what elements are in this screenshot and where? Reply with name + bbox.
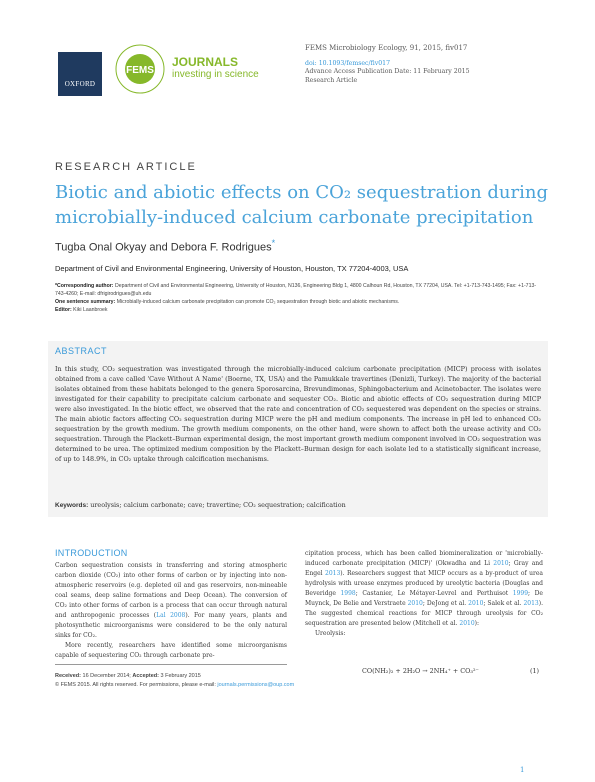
author-mark[interactable]: * bbox=[271, 238, 276, 248]
article-footer bbox=[55, 672, 294, 690]
corresponding-text: Department of Civil and Environmental Engineering, University of Houston, N136, Engineering Bldg 1, 4800 Calhoun Rd, Houston, TX 77204, USA. Tel: +1-713-743-1495; Fax: +1-713-743-4260; E-mail: dfrigirodrigues@uh.edu bbox=[55, 283, 537, 297]
intro-text: ; DeJong et al. bbox=[422, 600, 469, 607]
abstract-heading: ABSTRACT bbox=[55, 346, 108, 356]
equation-number: (1) bbox=[530, 667, 540, 675]
citation-link[interactable]: 2010 bbox=[407, 600, 423, 607]
footer-divider bbox=[55, 664, 287, 665]
article-type: Research Article bbox=[305, 76, 358, 84]
fems-journals-label: JOURNALS bbox=[172, 55, 239, 69]
intro-paragraph-3 bbox=[305, 549, 543, 629]
authors: Tugba Onal Okyay and Debora F. Rodrigues bbox=[55, 241, 272, 254]
citation-link[interactable]: 1999 bbox=[512, 590, 529, 597]
author-list bbox=[55, 238, 275, 254]
fems-logo-icon bbox=[115, 44, 165, 94]
received-label: Received: bbox=[55, 673, 81, 679]
citation-link[interactable]: 2010 bbox=[459, 620, 475, 627]
fems-logo-text: FEMS bbox=[126, 65, 154, 76]
intro-paragraph-1 bbox=[55, 561, 287, 641]
article-title: Biotic and abiotic effects on CO₂ sequestration during microbially-induced calcium carbonate precipitation bbox=[55, 182, 549, 228]
intro-text: ). Researchers suggest that MICP occurs as a by-product of urea hydrolysis with urease enzymes produced by ureolytic bacteria (Douglas and Beveridge bbox=[305, 570, 543, 597]
citation-link[interactable]: 2010 bbox=[493, 560, 509, 567]
intro-text: Carbon sequestration consists in transferring and storing atmospheric carbon dioxide (CO₂) into other forms of carbon or by injecting into non-atmospheric reservoirs (e.g. depleted oil and gas reservoirs, non-mineable coal seams, deep saline formations and Deep Ocean). The conversion of CO₂ into other forms of carbon is a process that can occur through natural and anthropogenic processes ( bbox=[55, 562, 287, 619]
intro-text: ). For many years, plants and photosynthetic microorganisms were considered to be the only natural sinks for CO₂. bbox=[55, 612, 287, 639]
one-sentence-text: Microbially-induced calcium carbonate precipitation can promote CO₂ sequestration through biotic and abiotic mechanisms. bbox=[115, 299, 400, 305]
intro-text: ). The suggested chemical reactions for MICP through ureolysis for CO₂ sequestration are presented below (Mitchell et al. bbox=[305, 600, 543, 627]
intro-text: ; De Muynck, De Belie and Verstraete bbox=[305, 590, 543, 607]
editor-text: Kiki Laanbroek bbox=[71, 307, 108, 313]
intro-paragraph-2: More recently, researchers have identified some microorganisms capable of sequestering CO₂ through carbonate pre- bbox=[55, 642, 287, 659]
oxford-logo bbox=[58, 52, 102, 96]
intro-column-left bbox=[55, 561, 287, 661]
section-label: RESEARCH ARTICLE bbox=[55, 161, 197, 173]
intro-text: ; Gray and Engel bbox=[305, 560, 543, 577]
intro-column-right bbox=[305, 549, 543, 639]
publisher-name: OXFORD bbox=[64, 80, 96, 88]
fems-tagline: investing in science bbox=[172, 69, 259, 80]
citation-link[interactable]: 2013 bbox=[523, 600, 539, 607]
intro-text: cipitation process, which has been called biomineralization or 'microbially-induced carbonate precipitation (MICP)' (Okwadha and Li bbox=[305, 550, 543, 567]
doi-link[interactable]: doi: 10.1093/femsec/fiv017 bbox=[305, 59, 391, 67]
citation-link[interactable]: 2013 bbox=[325, 570, 341, 577]
intro-text: ; Castanier, Le Métayer-Levrel and Perthuisot bbox=[355, 590, 513, 597]
keywords-label: Keywords: bbox=[55, 502, 89, 509]
accepted-date: 3 February 2015 bbox=[158, 673, 201, 679]
received-date: 16 December 2014; bbox=[81, 673, 133, 679]
advance-access: Advance Access Publication Date: 11 February 2015 bbox=[305, 68, 470, 75]
citation-link[interactable]: 2010 bbox=[468, 600, 484, 607]
copyright-text: © FEMS 2015. All rights reserved. For permissions, please e-mail: bbox=[55, 682, 218, 688]
ureolysis-label: Ureolysis: bbox=[315, 630, 346, 637]
citation-link[interactable]: Lal 2008 bbox=[156, 612, 186, 619]
journal-header bbox=[305, 44, 470, 85]
page-number: 1 bbox=[520, 766, 525, 774]
accepted-label: Accepted: bbox=[132, 673, 159, 679]
intro-text: ; Salek et al. bbox=[483, 600, 524, 607]
citation-link[interactable]: 1998 bbox=[340, 590, 356, 597]
equation: CO(NH₂)₂ + 2H₂O → 2NH₄⁺ + CO₃²⁻ bbox=[362, 667, 479, 675]
one-sentence-label: One sentence summary: bbox=[55, 299, 116, 305]
intro-text: ): bbox=[474, 620, 480, 627]
keywords bbox=[55, 501, 346, 509]
affiliation: Department of Civil and Environmental Engineering, University of Houston, Houston, TX 77204-4003, USA bbox=[55, 264, 409, 273]
corresponding-info bbox=[55, 282, 545, 314]
keywords-text: ureolysis; calcium carbonate; cave; travertine; CO₂ sequestration; calcification bbox=[88, 501, 346, 509]
journal-line: FEMS Microbiology Ecology, 91, 2015, fiv017 bbox=[305, 44, 468, 52]
abstract-text: In this study, CO₂ sequestration was investigated through the microbially-induced calcium carbonate precipitation (MICP) process with isolates obtained from a cave called 'Cave Without A Name' (Boerne, TX, USA) and the Pamukkale travertines (Denizli, Turkey). The majority of the bacterial isolates obtained from these habitats belonged to the genera Sporosarcina, Brevundimonas, Sphingobacterium and Acinetobacter. The isolates were investigated for their capability to precipitate calcium carbonate and sequester CO₂. Biotic and abiotic effects of CO₂ sequestration during MICP were also investigated. In the biotic effect, we observed that the rate and concentration of CO₂ sequestered was dependent on the species or strains. The main abiotic factors affecting CO₂ sequestration during MICP were the pH and medium components. The increase in pH led to enhanced CO₂ sequestration by the growth medium. The growth medium components, on the other hand, were shown to affect both the urease activity and CO₂ sequestration. Through the Plackett–Burman experimental design, the most important growth medium component involved in CO₂ sequestration was determined to be urea. The optimized medium composition by the Plackett–Burman design for each isolate led to a statistically significant increase, of up to 148.9%, in CO₂ uptake through calcification mechanisms. bbox=[55, 365, 541, 463]
editor-label: Editor: bbox=[55, 307, 72, 313]
corresponding-label: *Corresponding author: bbox=[55, 283, 114, 289]
permissions-email-link[interactable]: journals.permissions@oup.com bbox=[217, 682, 295, 688]
introduction-heading: INTRODUCTION bbox=[55, 548, 128, 558]
